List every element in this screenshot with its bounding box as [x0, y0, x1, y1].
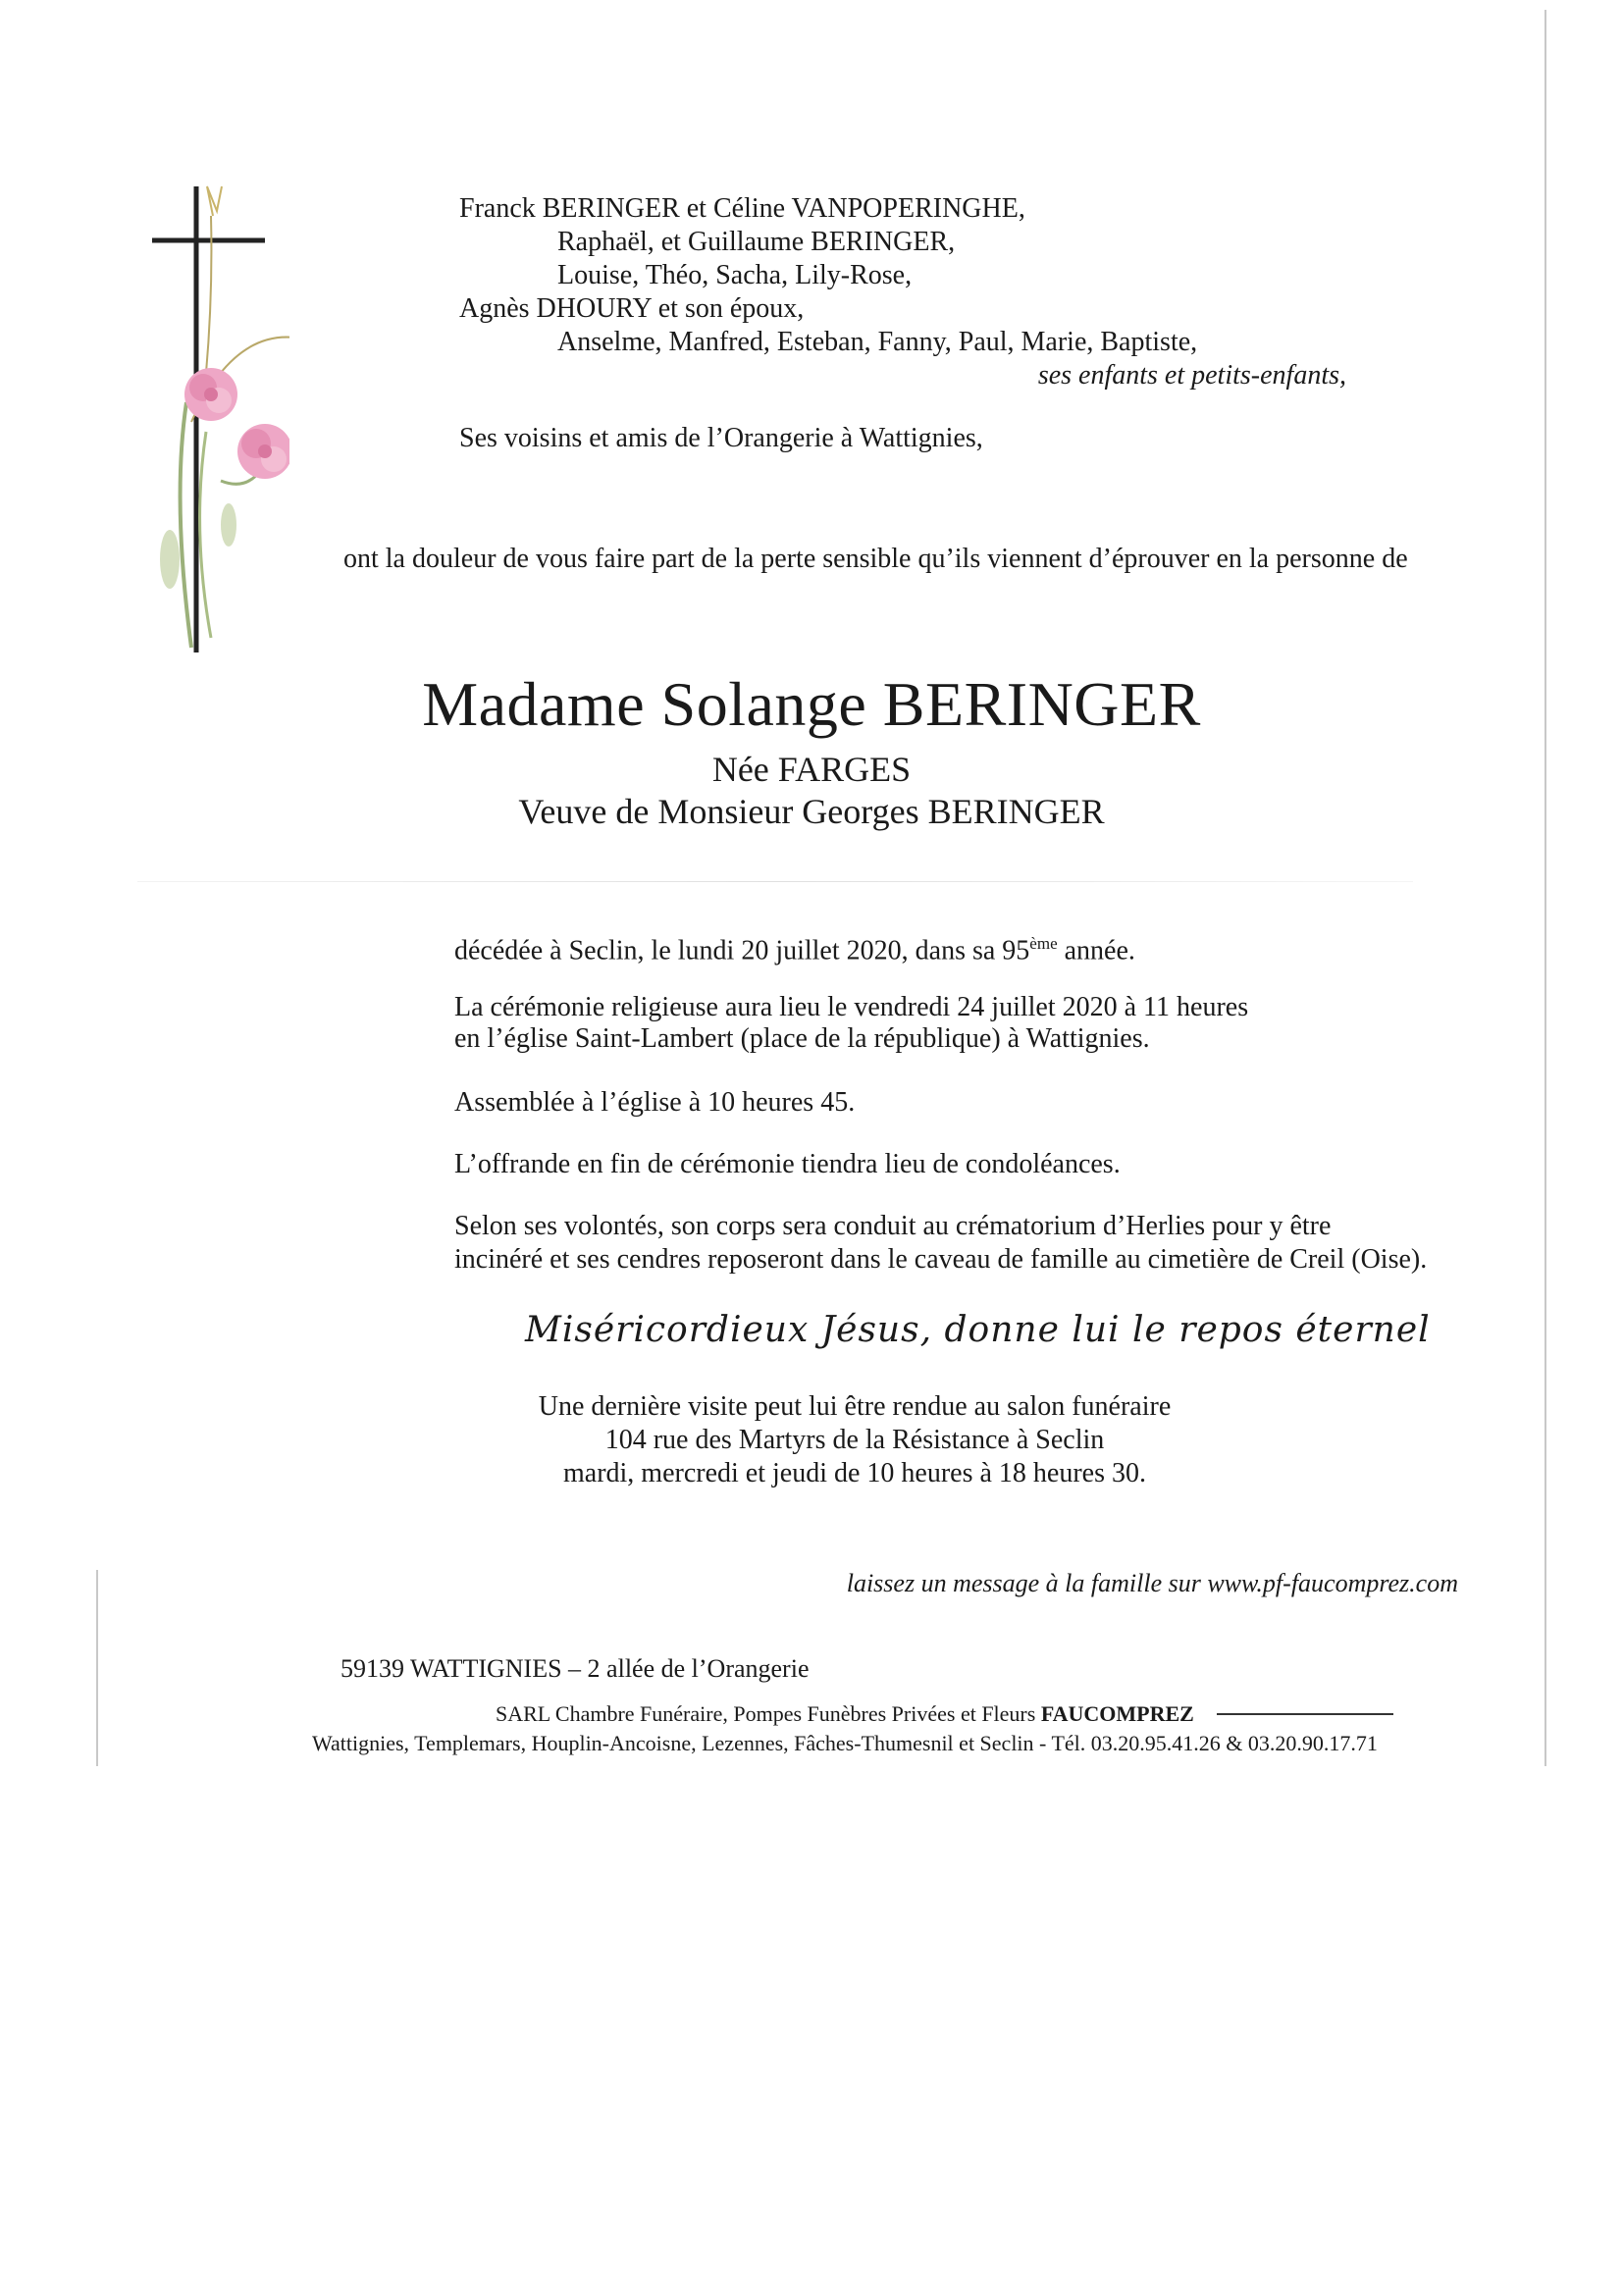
deceased-name: Madame Solange BERINGER — [422, 669, 1201, 739]
fold-line — [137, 881, 1413, 882]
wishes-line-2: inciné​ré et ses cendres reposeront dans le caveau de famille au cimetière de Creil (Oise). — [454, 1244, 1428, 1275]
scan-edge-right — [1544, 10, 1546, 1766]
prayer-line: Miséricordieux Jésus, donne lui le repos éternel — [525, 1310, 1431, 1350]
death-text: décédée à Seclin, le lundi 20 juillet 2020, dans sa 95 — [454, 935, 1030, 966]
family-line-2: Raphaël, et Guillaume BERINGER, — [557, 227, 956, 257]
wishes-line-1: Selon ses volontés, son corps sera conduit au crématorium d’Herlies pour y être — [454, 1211, 1332, 1241]
death-superscript: ème — [1029, 934, 1058, 953]
visit-line-3: mardi, mercredi et jeudi de 10 heures à 18 heures 30. — [562, 1458, 1146, 1488]
announcement: ont la douleur de vous faire part de la perte sensible qu’ils viennent d’éprouver en la personne de — [343, 544, 1408, 574]
visit-line-1: Une dernière visite peut lui être rendue au salon funéraire — [538, 1391, 1172, 1422]
family-signature: ses enfants et petits-enfants, — [1037, 360, 1346, 391]
scan-edge-left — [96, 1570, 98, 1766]
death-text-after: année. — [1057, 935, 1135, 966]
family-line-3: Louise, Théo, Sacha, Lily-Rose, — [557, 260, 913, 290]
deceased-birth-name: Née FARGES — [711, 750, 912, 789]
footer-company-name: FAUCOMPREZ — [1040, 1701, 1194, 1726]
family-line-4: Agnès DHOURY et son époux, — [459, 293, 805, 324]
footer-locations: Wattignies, Templemars, Houplin-Ancoisne, Lezennes, Fâches-Thumesnil et Seclin - Tél. 03.20.95.41.26 & 03.20.90.17.71 — [312, 1731, 1378, 1755]
death-line — [454, 927, 1135, 967]
footer-company — [496, 1700, 1194, 1728]
visit-line-2: 104 rue des Martyrs de la Résistance à Seclin — [604, 1425, 1105, 1455]
footer-company-prefix: SARL Chambre Funéraire, Pompes Funèbres Privées et Fleurs — [496, 1701, 1041, 1726]
family-line-5: Anselme, Manfred, Esteban, Fanny, Paul, Marie, Baptiste, — [557, 327, 1198, 357]
cross-with-roses-and-wheat-icon — [152, 177, 289, 667]
family-line-1: Franck BERINGER et Céline VANPOPERINGHE, — [459, 193, 1025, 224]
ceremony-line-2: en l’église Saint-Lambert (place de la république) à Wattignies. — [454, 1023, 1150, 1054]
assembly-line: Assemblée à l’église à 10 heures 45. — [454, 1087, 856, 1118]
website-note: laissez un message à la famille sur www.pf-faucomprez.com — [846, 1569, 1458, 1597]
footer-rule — [1217, 1713, 1393, 1715]
offering-line: L’offrande en fin de cérémonie tiendra lieu de condoléances. — [454, 1149, 1121, 1179]
neighbours-line: Ses voisins et amis de l’Orangerie à Wattignies, — [459, 423, 983, 453]
family-address: 59139 WATTIGNIES – 2 allée de l’Orangerie — [340, 1654, 810, 1683]
deceased-widow-of: Veuve de Monsieur Georges BERINGER — [518, 792, 1105, 831]
ceremony-line-1: La cérémonie religieuse aura lieu le vendredi 24 juillet 2020 à 11 heures — [454, 992, 1249, 1022]
